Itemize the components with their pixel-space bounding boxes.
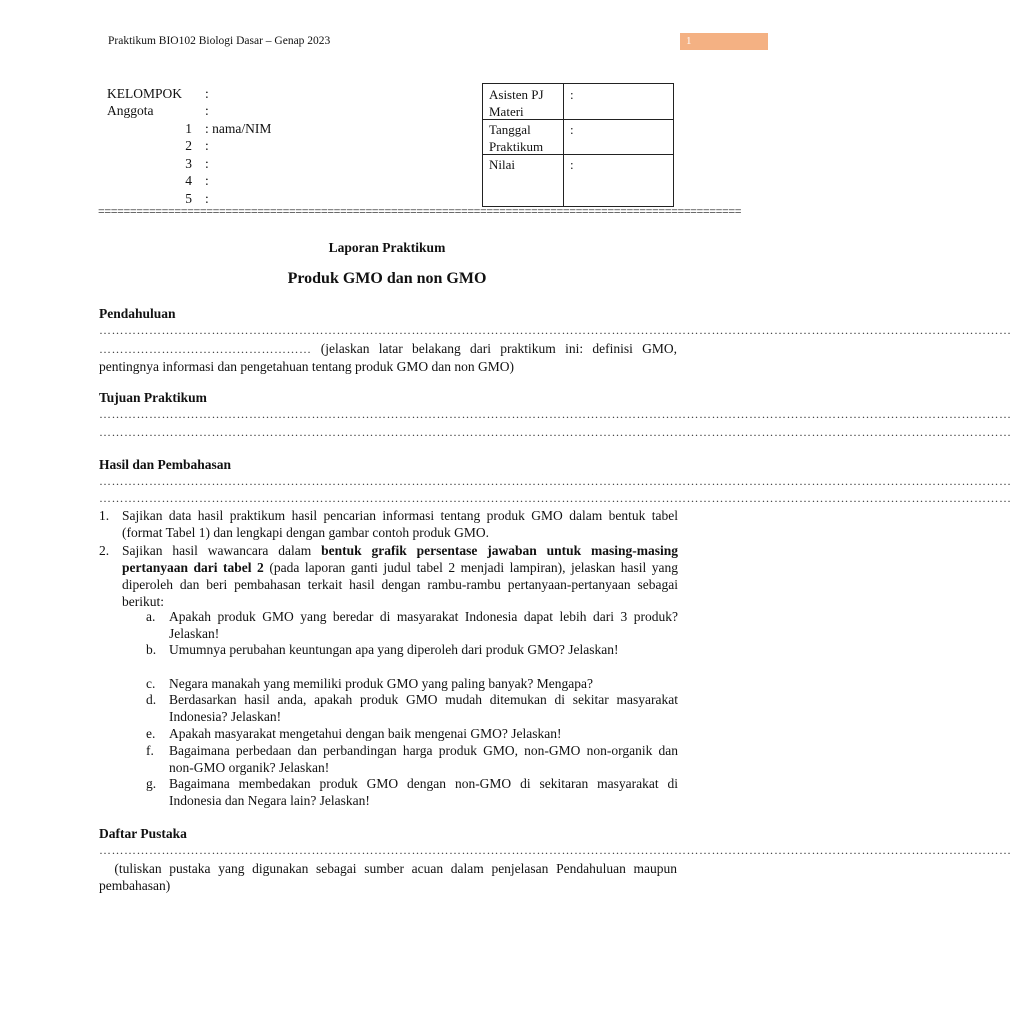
pendahuluan-heading: Pendahuluan [99, 306, 176, 321]
pendahuluan-instruction [99, 340, 677, 375]
kelompok-colon: : [205, 86, 209, 101]
member-field[interactable]: : [205, 156, 209, 171]
sublist-text: Negara manakah yang memiliki produk GMO yang paling banyak? Mengapa? [169, 676, 593, 691]
running-header: Praktikum BIO102 Biologi Dasar – Genap 2023 [108, 35, 331, 47]
nilai-label: Nilai [489, 157, 515, 172]
member-number: 4 [185, 173, 192, 188]
fill-line[interactable]: ………………………………………………………………………………………………………………………………………………………………………………………………… [99, 843, 1012, 857]
fill-line[interactable]: ………………………………………………………………………………………………………………………………………………………………………………………………… [99, 474, 1012, 488]
sublist-text: Apakah masyarakat mengetahui dengan baik mengenai GMO? Jelaskan! [169, 726, 562, 741]
sublist-text: Apakah produk GMO yang beredar di masyarakat Indonesia dapat lebih dari 3 produk? Jelaskan! [169, 609, 678, 641]
member-number: 5 [185, 191, 192, 206]
pendahuluan-text: (jelaskan latar belakang dari praktikum ini: definisi GMO, pentingnya informasi dan pengetahuan tentang produk GMO dan non GMO) [99, 341, 677, 374]
sublist-letter: b. [146, 642, 157, 657]
list-number: 1. [99, 508, 110, 523]
sublist-text: Bagaimana membedakan produk GMO dengan non-GMO di sekitaran masyarakat di Indonesia dan Negara lain? Jelaskan! [169, 776, 678, 808]
fill-line[interactable]: ………………………………………………………………………………………………………………………………………………………………………………………………… [99, 491, 1012, 505]
asisten-label: Asisten PJ Materi [489, 87, 544, 119]
sublist-text: Berdasarkan hasil anda, apakah produk GMO mudah ditemukan di sekitar masyarakat Indonesia? Jelaskan! [169, 692, 678, 724]
list-number: 2. [99, 543, 110, 558]
tanggal-field[interactable]: : [570, 122, 574, 137]
pustaka-heading: Daftar Pustaka [99, 826, 187, 841]
nilai-field[interactable]: : [570, 157, 574, 172]
fill-line[interactable]: ………………………………………………………………………………………………………………………………………………………………………………………………… [99, 425, 1012, 439]
sublist-letter: d. [146, 692, 157, 707]
tanggal-label: Tanggal Praktikum [489, 122, 544, 154]
list-item-text [122, 542, 678, 610]
text-span: Sajikan hasil wawancara dalam [122, 543, 322, 558]
asisten-field[interactable]: : [570, 87, 574, 102]
report-subtitle: Laporan Praktikum [328, 240, 446, 255]
tujuan-heading: Tujuan Praktikum [99, 390, 207, 405]
anggota-colon: : [205, 103, 209, 118]
bold-text: bentuk grafik persentase jawaban untuk masing-masing pertanyaan dari tabel 2 [122, 543, 678, 575]
table-divider [563, 84, 564, 206]
page-number: 1 [680, 33, 768, 50]
sublist-letter: g. [146, 776, 157, 791]
fill-line[interactable]: ………………………………………………………………………………………………………………………………………………………………………………………………… [99, 407, 1012, 421]
fill-line[interactable]: …………………………………………… [99, 342, 312, 356]
fill-line[interactable]: ………………………………………………………………………………………………………………………………………………………………………………………………… [99, 323, 1012, 337]
member-number: 2 [185, 138, 192, 153]
info-table [482, 83, 674, 207]
list-item-text: Sajikan data hasil praktikum hasil pencarian informasi tentang produk GMO dalam bentuk tabel (format Tabel 1) dan lengkapi dengan gambar contoh produk GMO. [122, 508, 678, 540]
sublist-letter: a. [146, 609, 156, 624]
report-title: Produk GMO dan non GMO [287, 270, 487, 287]
member-number: 1 [185, 121, 192, 136]
sublist-letter: c. [146, 676, 156, 691]
hasil-heading: Hasil dan Pembahasan [99, 457, 232, 472]
sublist-letter: e. [146, 726, 156, 741]
sublist-text: Bagaimana perbedaan dan perbandingan harga produk GMO, non-GMO non-organik dan non-GMO organik? Jelaskan! [169, 743, 678, 775]
member-number: 3 [185, 156, 192, 171]
text-span: (pada laporan ganti judul tabel 2 menjadi lampiran), jelaskan hasil yang diperoleh dan beri pembahasan terkait hasil dengan rambu-rambu pertanyaan-pertanyaan sebagai berikut: [122, 560, 678, 609]
member-field[interactable]: : [205, 191, 209, 206]
anggota-label: Anggota [107, 103, 154, 118]
kelompok-label: KELOMPOK [107, 86, 183, 101]
member-field[interactable]: : nama/NIM [205, 121, 272, 136]
member-field[interactable]: : [205, 138, 209, 153]
double-line-separator: ===================================================================================================== [98, 204, 742, 218]
sublist-text: Umumnya perubahan keuntungan apa yang diperoleh dari produk GMO? Jelaskan! [169, 642, 619, 657]
sublist-letter: f. [146, 743, 154, 758]
member-field[interactable]: : [205, 173, 209, 188]
pustaka-instruction: (tuliskan pustaka yang digunakan sebagai sumber acuan dalam penjelasan Pendahuluan maupun pembahasan) [99, 861, 681, 893]
